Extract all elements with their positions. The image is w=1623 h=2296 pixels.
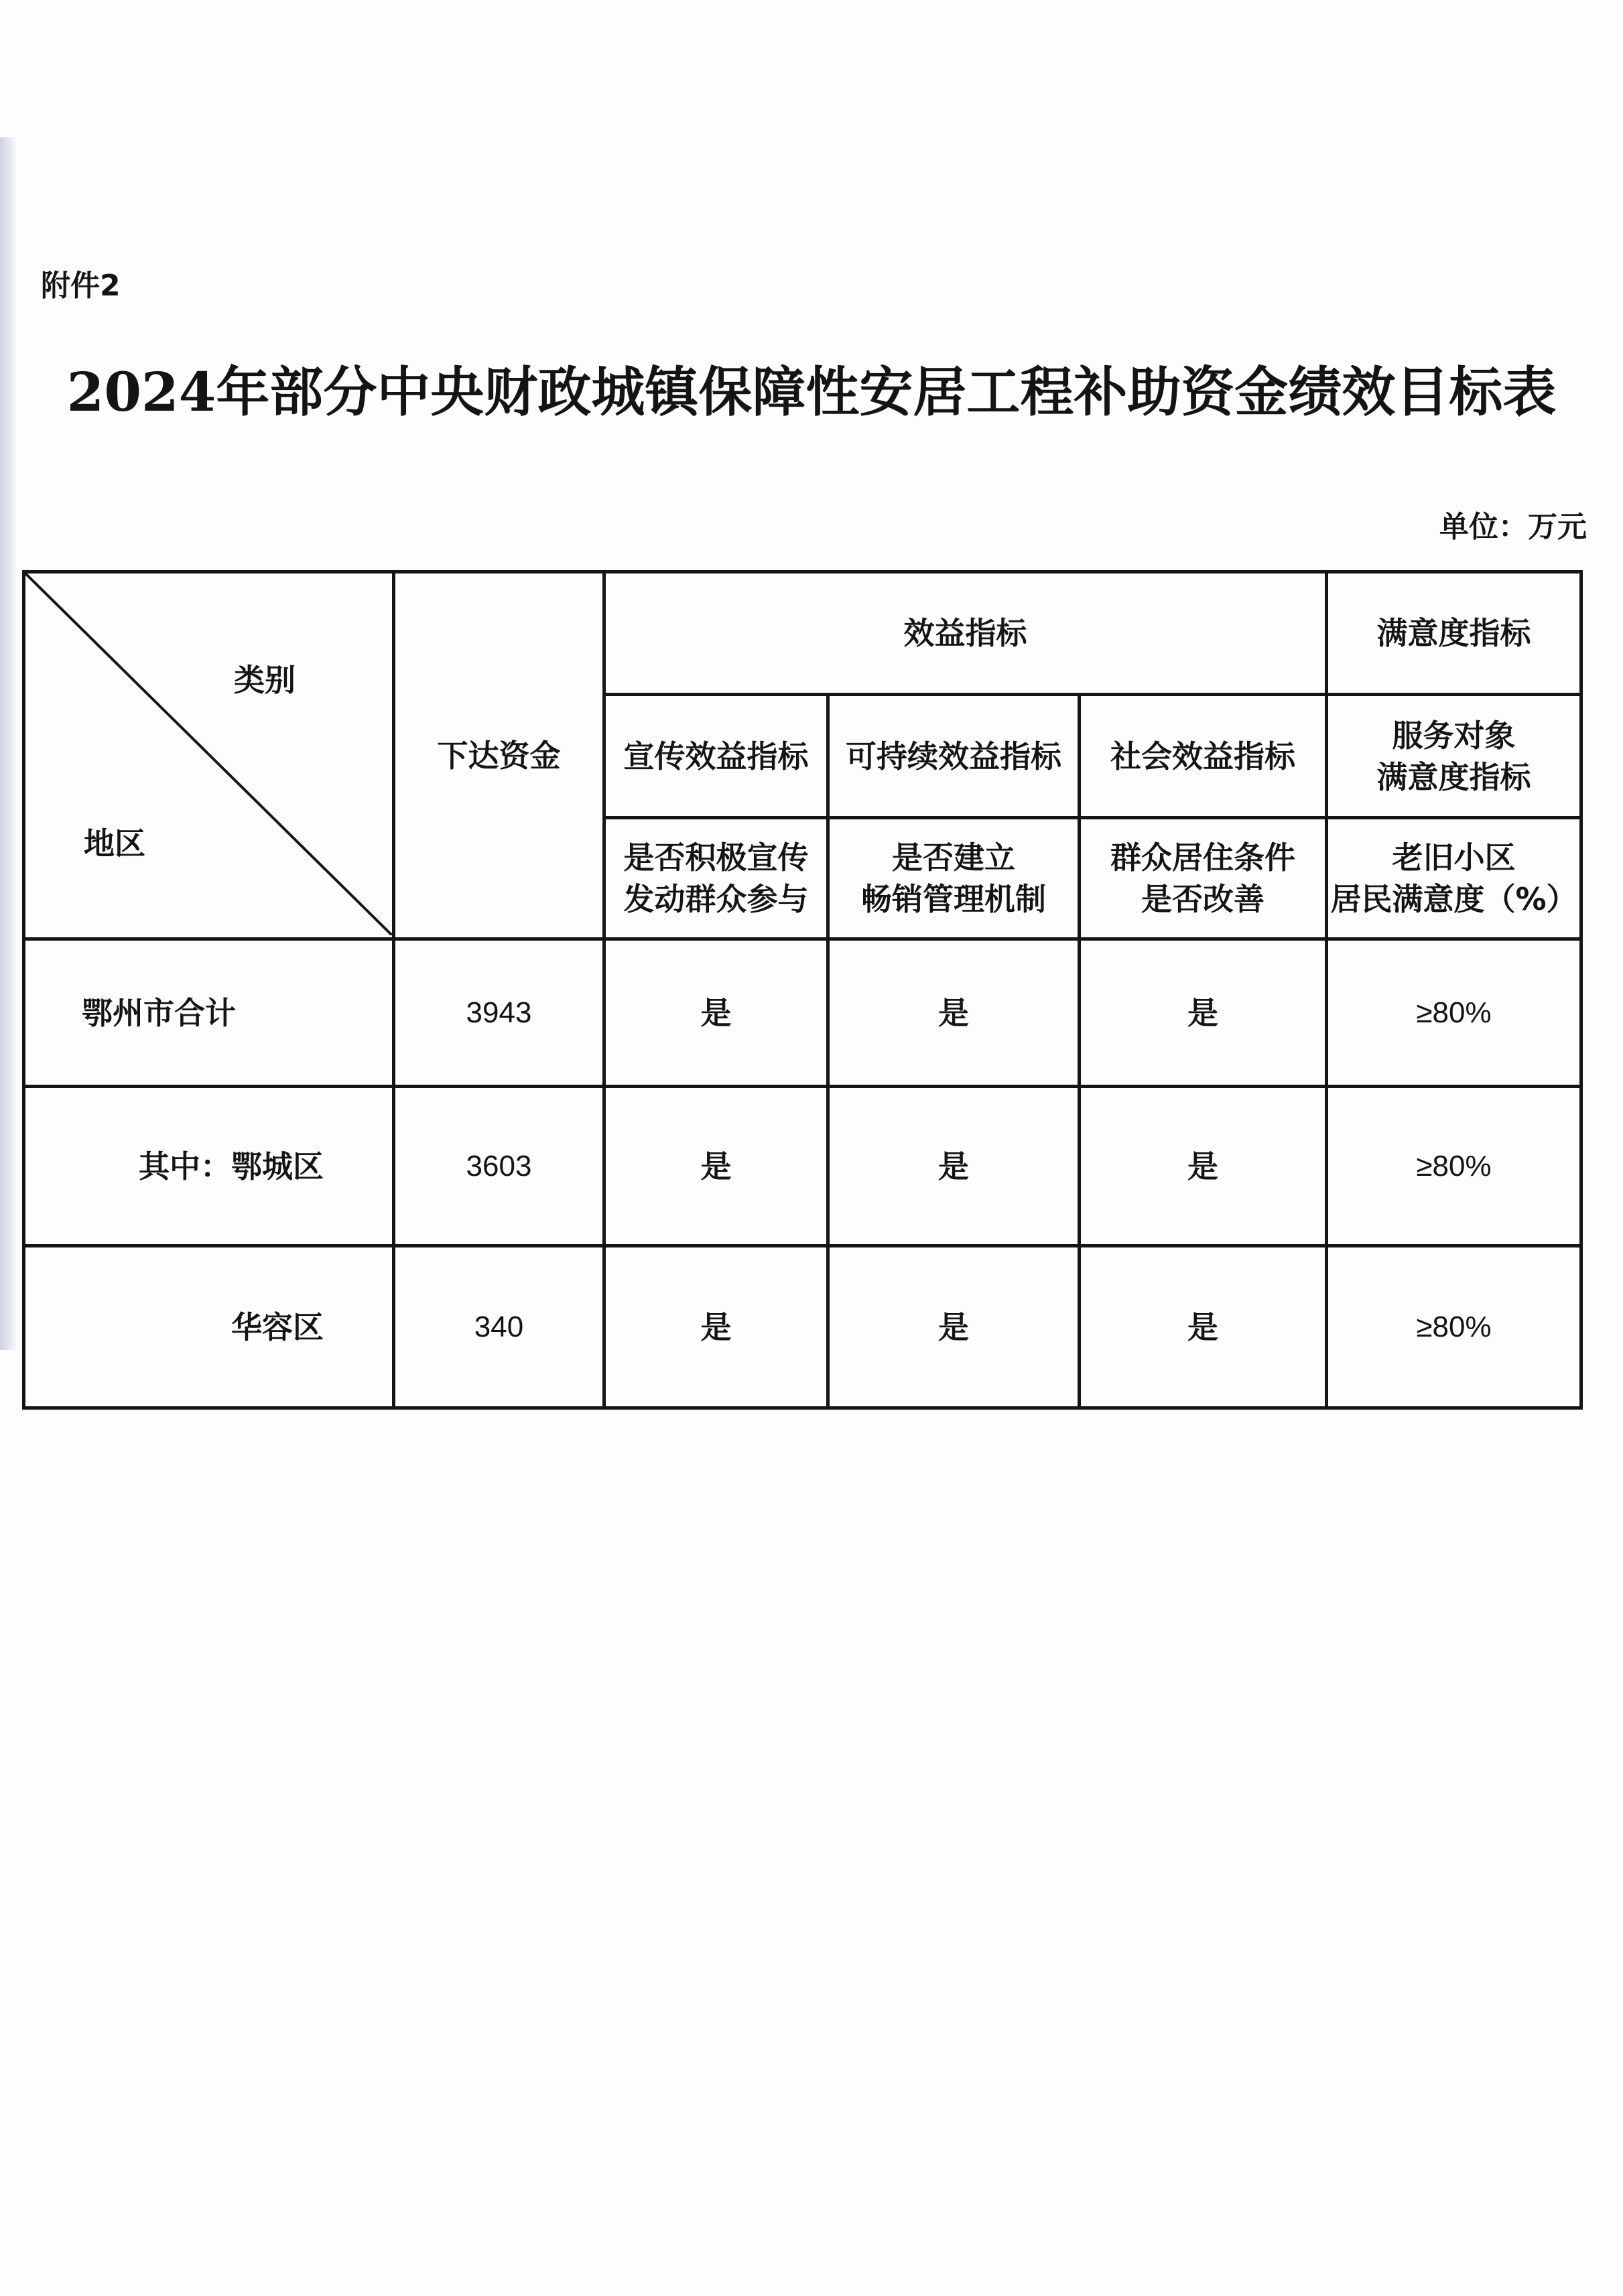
document-title: 2024年部分中央财政城镇保障性安居工程补助资金绩效目标表 [66, 360, 1557, 423]
funds-header: 下达资金 [394, 572, 604, 939]
region-cell: 华容区 [24, 1246, 394, 1408]
publicity-value-cell: 是 [604, 939, 828, 1087]
header-row-groups [24, 572, 1581, 695]
category-label: 类别 [234, 662, 296, 698]
social-value-cell: 是 [1080, 1246, 1327, 1408]
region-cell: 鄂州市合计 [24, 939, 394, 1087]
corner-header-cell [24, 572, 394, 939]
service-satisfaction-header: 服务对象 满意度指标 [1327, 695, 1581, 818]
diagonal-divider-line [25, 573, 392, 935]
funds-cell: 3943 [394, 939, 604, 1087]
region-label: 地区 [84, 825, 145, 862]
satisfaction-value-cell: ≥80% [1327, 1087, 1581, 1246]
publicity-value-cell: 是 [604, 1087, 828, 1246]
social-value-cell: 是 [1080, 939, 1327, 1087]
attachment-label: 附件2 [41, 269, 121, 303]
table-row [24, 1087, 1581, 1246]
sustainability-value-cell: 是 [828, 1246, 1080, 1408]
benefit-indicators-header: 效益指标 [604, 572, 1327, 695]
satisfaction-value-cell: ≥80% [1327, 939, 1581, 1087]
publicity-benefit-header: 宣传效益指标 [604, 695, 828, 818]
social-benefit-header: 社会效益指标 [1080, 695, 1327, 818]
scan-edge-shadow [0, 137, 16, 1350]
sustainability-value-cell: 是 [828, 939, 1080, 1087]
corner-header-content [25, 573, 392, 935]
region-cell: 其中：鄂城区 [24, 1087, 394, 1246]
table-row [24, 1246, 1581, 1408]
publicity-value-cell: 是 [604, 1246, 828, 1408]
social-value-cell: 是 [1080, 1087, 1327, 1246]
satisfaction-indicator-header: 老旧小区 居民满意度（%） [1327, 818, 1581, 939]
sustainability-indicator-header: 是否建立 畅销管理机制 [828, 818, 1080, 939]
funds-cell: 3603 [394, 1087, 604, 1246]
satisfaction-value-cell: ≥80% [1327, 1246, 1581, 1408]
publicity-indicator-header: 是否积极宣传 发动群众参与 [604, 818, 828, 939]
social-indicator-header: 群众居住条件 是否改善 [1080, 818, 1327, 939]
unit-label: 单位：万元 [1439, 510, 1587, 544]
performance-target-table [22, 570, 1583, 1410]
sustainability-benefit-header: 可持续效益指标 [828, 695, 1080, 818]
funds-cell: 340 [394, 1246, 604, 1408]
satisfaction-indicators-header: 满意度指标 [1327, 572, 1581, 695]
table-row [24, 939, 1581, 1087]
sustainability-value-cell: 是 [828, 1087, 1080, 1246]
